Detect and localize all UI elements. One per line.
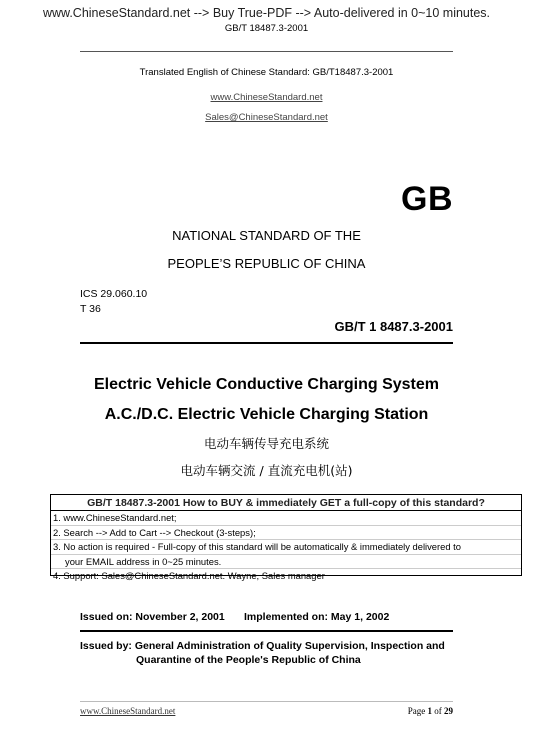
page-prefix: Page: [407, 706, 426, 716]
national-standard-line1: NATIONAL STANDARD OF THE: [172, 228, 361, 243]
standard-number-divider: [80, 342, 453, 344]
page-of: of: [434, 706, 442, 716]
translated-note: Translated English of Chinese Standard: GB/T18487.3-2001: [139, 67, 394, 78]
national-standard-line2: PEOPLE’S REPUBLIC OF CHINA: [167, 256, 366, 271]
issued-date: Issued on: November 2, 2001: [80, 611, 225, 623]
chinese-title-line2: 电动车辆交流 / 直流充电机(站): [180, 463, 353, 478]
standard-number: GB/T 1 8487.3-2001: [334, 319, 453, 334]
buy-step-4: 4. Support: Sales@ChineseStandard.net. Wayne, Sales manager: [53, 570, 325, 581]
issuer-line1: Issued by: General Administration of Quality Supervision, Inspection and: [80, 640, 445, 652]
header-divider: [80, 51, 453, 52]
website-link[interactable]: www.ChineseStandard.net: [210, 92, 323, 103]
top-banner: www.ChineseStandard.net --> Buy True-PDF --> Auto-delivered in 0~10 minutes.: [42, 6, 491, 20]
buy-step-1[interactable]: 1. www.ChineseStandard.net;: [51, 511, 521, 526]
buy-instructions-box: [50, 494, 522, 581]
footer-divider: [80, 701, 453, 702]
dates-divider: [80, 630, 453, 632]
page-total: 29: [444, 706, 453, 716]
issuer-line2: Quarantine of the People's Republic of China: [136, 654, 361, 666]
website-link-row: [0, 87, 533, 105]
gb-mark: GB: [401, 180, 453, 218]
chinese-title-line1: 电动车辆传导充电系统: [203, 436, 329, 451]
ics-code: ICS 29.060.10: [80, 288, 148, 300]
buy-step-3: 3. No action is required - Full-copy of this standard will be automatically & immediately delivered to: [51, 540, 521, 555]
footer-website-link[interactable]: www.ChineseStandard.net: [80, 706, 176, 716]
page-current: 1: [427, 706, 432, 716]
implemented-date: Implemented on: May 1, 2002: [244, 611, 390, 623]
buy-heading: GB/T 18487.3-2001 How to BUY & immediately GET a full-copy of this standard?: [51, 495, 521, 511]
email-link-row: [0, 107, 533, 125]
t-code: T 36: [80, 303, 101, 315]
buy-step-3-continued: your EMAIL address in 0~25 minutes.: [51, 555, 521, 570]
header-standard-code: GB/T 18487.3-2001: [224, 23, 309, 34]
sales-email-link[interactable]: Sales@ChineseStandard.net: [205, 112, 328, 123]
page-indicator: [408, 706, 453, 716]
title-line1: Electric Vehicle Conductive Charging System: [94, 376, 439, 393]
buy-step-2: 2. Search --> Add to Cart --> Checkout (3-steps);: [51, 526, 521, 541]
title-line2: A.C./D.C. Electric Vehicle Charging Station: [104, 406, 429, 423]
